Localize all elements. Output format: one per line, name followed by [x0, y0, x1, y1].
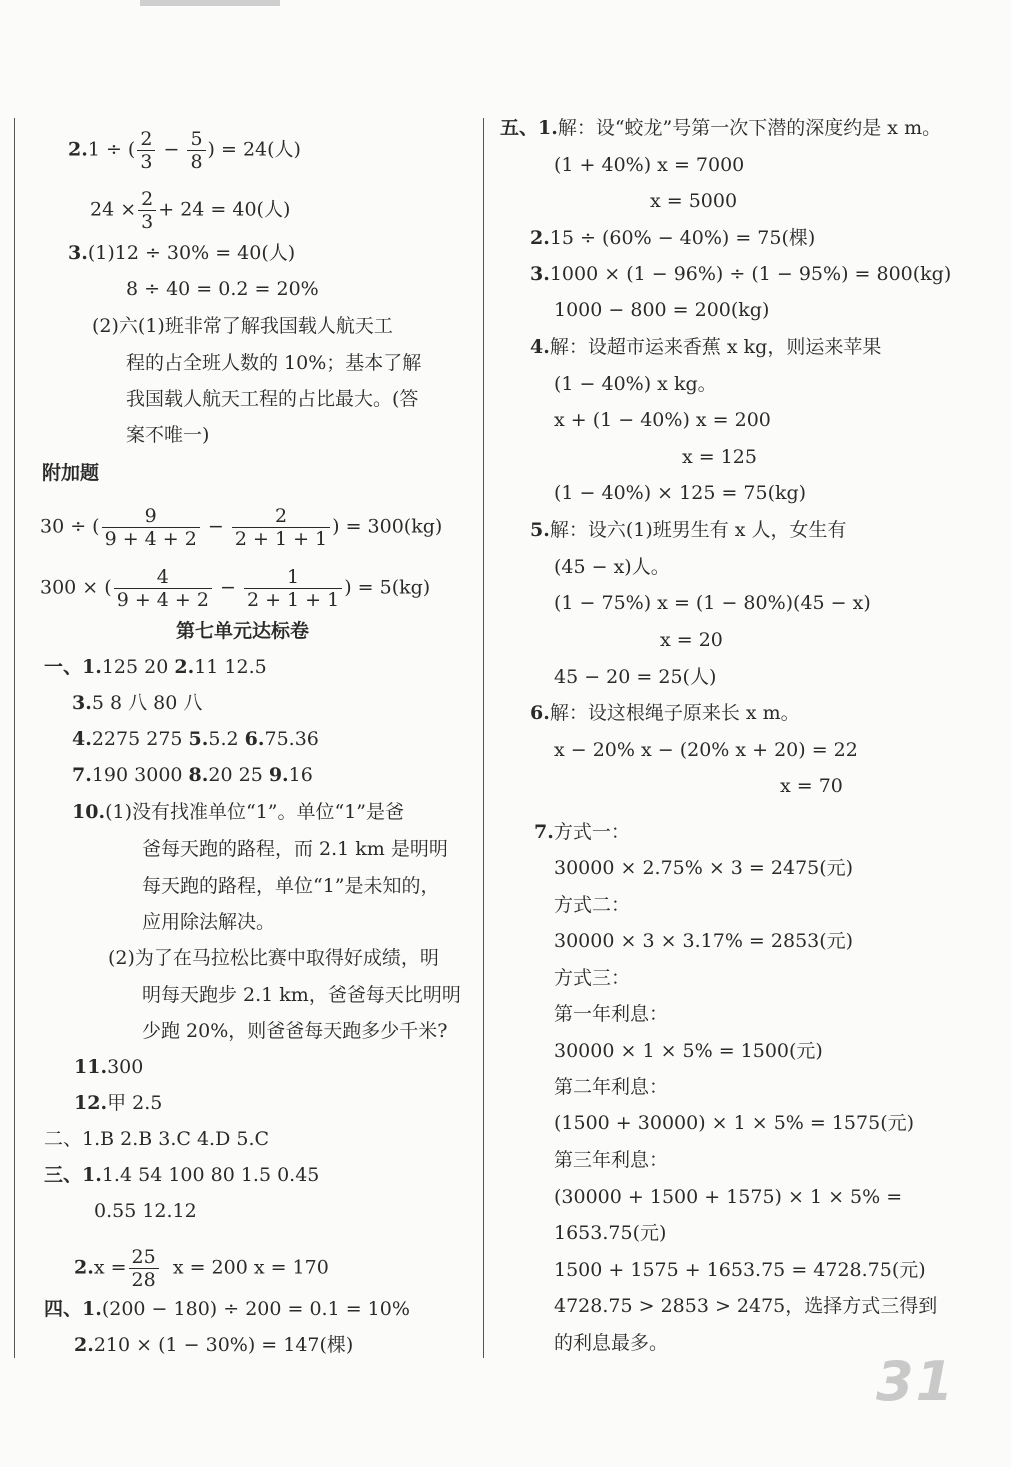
- answer-line: 12.甲 2.5: [74, 1092, 163, 1114]
- unit-title: 第七单元达标卷: [176, 620, 310, 642]
- answer-line: (1500 + 30000) × 1 × 5% = 1575(元): [554, 1112, 915, 1134]
- answer-line: 2.1 ÷ ( $\frac{2}{3}$ − $\frac{5}{8}$ ) = 24(人): [68, 128, 301, 173]
- column-divider: [483, 118, 484, 1358]
- answer-line: 7.方式一：: [534, 821, 630, 843]
- answer-line: 5.解：设六(1)班男生有 x 人，女生有: [530, 519, 847, 541]
- answer-line: x = 125: [682, 446, 757, 468]
- answer-line: 0.55 12.12: [94, 1200, 197, 1222]
- answer-line: 少跑 20%，则爸爸每天跑多少千米?: [142, 1020, 448, 1042]
- answer-line: x = 20: [660, 629, 723, 651]
- answer-line: 4.2275 275 5.5.2 6.75.36: [72, 728, 319, 750]
- fraction: $\frac{25}{28}$: [129, 1246, 159, 1291]
- answer-line: 三、1.1.4 54 100 80 1.5 0.45: [44, 1164, 320, 1186]
- answer-line: 第三年利息：: [554, 1149, 669, 1171]
- answer-line: 第二年利息：: [554, 1076, 669, 1098]
- answer-line: (1 − 75%) x = (1 − 80%)(45 − x): [554, 592, 871, 614]
- answer-line: 一、1.125 20 2.11 12.5: [44, 656, 267, 678]
- answer-line: 45 − 20 = 25(人): [554, 666, 717, 688]
- fraction: $\frac{1}{2 + 1 + 1}$: [244, 566, 342, 611]
- answer-line: 我国载人航天工程的占比最大。(答: [126, 388, 419, 410]
- answer-line: (30000 + 1500 + 1575) × 1 × 5% =: [554, 1186, 903, 1208]
- answer-line: 3.1000 × (1 − 96%) ÷ (1 − 95%) = 800(kg): [530, 263, 952, 285]
- answer-line: x − 20% x − (20% x + 20) = 22: [554, 739, 858, 761]
- answer-line: 四、1.(200 − 180) ÷ 200 = 0.1 = 10%: [44, 1298, 410, 1320]
- fraction: $\frac{5}{8}$: [187, 128, 205, 173]
- answer-line: 10.(1)没有找准单位“1”。单位“1”是爸: [72, 801, 405, 823]
- answer-line: 30000 × 2.75% × 3 = 2475(元): [554, 857, 854, 879]
- answer-line: 每天跑的路程，单位“1”是未知的，: [142, 875, 440, 897]
- answer-line: x + (1 − 40%) x = 200: [554, 409, 771, 431]
- answer-line: 30000 × 3 × 3.17% = 2853(元): [554, 930, 854, 952]
- fraction: $\frac{2}{2 + 1 + 1}$: [232, 505, 330, 550]
- answer-line: (1 − 40%) × 125 = 75(kg): [554, 482, 807, 504]
- answer-line: 7.190 3000 8.20 25 9.16: [72, 764, 313, 786]
- answer-line: x = 5000: [650, 190, 738, 212]
- fraction: $\frac{2}{3}$: [138, 188, 156, 233]
- answer-line: 3.(1)12 ÷ 30% = 40(人): [68, 242, 296, 264]
- answer-line: (1 − 40%) x kg。: [554, 373, 717, 395]
- answer-line: 1000 − 800 = 200(kg): [554, 299, 770, 321]
- answer-line: 2.15 ÷ (60% − 40%) = 75(棵): [530, 227, 816, 249]
- fraction: $\frac{9}{9 + 4 + 2}$: [102, 505, 200, 550]
- answer-line: 2.x = $\frac{25}{28}$ x = 200 x = 170: [74, 1246, 329, 1291]
- answer-line: 应用除法解决。: [142, 911, 276, 933]
- answer-line: 2.210 × (1 − 30%) = 147(棵): [74, 1334, 354, 1356]
- answer-line: (45 − x)人。: [554, 556, 670, 578]
- answer-line: 4728.75 > 2853 > 2475，选择方式三得到: [554, 1295, 938, 1317]
- answer-line: 8 ÷ 40 = 0.2 = 20%: [126, 278, 319, 300]
- answer-line: 二、1.B 2.B 3.C 4.D 5.C: [44, 1128, 270, 1150]
- answer-line: (2)为了在马拉松比赛中取得好成绩，明: [108, 947, 439, 969]
- answer-line: 6.解：设这根绳子原来长 x m。: [530, 702, 800, 724]
- left-margin-rule: [14, 118, 15, 1358]
- answer-line: 爸每天跑的路程，而 2.1 km 是明明: [142, 838, 448, 860]
- answer-line: 1653.75(元): [554, 1222, 667, 1244]
- fraction: $\frac{4}{9 + 4 + 2}$: [114, 566, 212, 611]
- answer-line: (2)六(1)班非常了解我国载人航天工: [92, 315, 393, 337]
- answer-line: 3.5 8 八 80 八: [72, 692, 203, 714]
- answer-line: 程的占全班人数的 10%；基本了解: [126, 352, 422, 374]
- answer-line: 第一年利息：: [554, 1003, 669, 1025]
- top-edge-mark: [140, 0, 280, 6]
- answer-line: 11.300: [74, 1056, 144, 1078]
- answer-line: 方式二：: [554, 894, 631, 916]
- answer-line: 30000 × 1 × 5% = 1500(元): [554, 1040, 823, 1062]
- answer-line: 30 ÷ ( $\frac{9}{9 + 4 + 2}$ − $\frac{2}{2 + 1 + 1}$ ) = 300(kg): [40, 505, 443, 550]
- page-number: 31: [876, 1350, 956, 1413]
- answer-line: 24 × $\frac{2}{3}$ + 24 = 40(人): [90, 188, 291, 233]
- section-heading: 附加题: [42, 462, 100, 484]
- answer-line: 明每天跑步 2.1 km，爸爸每天比明明: [142, 984, 461, 1006]
- answer-line: 的利息最多。: [554, 1332, 669, 1354]
- answer-line: 案不唯一): [126, 424, 210, 446]
- answer-line: 1500 + 1575 + 1653.75 = 4728.75(元): [554, 1259, 926, 1281]
- fraction: $\frac{2}{3}$: [137, 128, 155, 173]
- answer-line: 4.解：设超市运来香蕉 x kg，则运来苹果: [530, 336, 882, 358]
- answer-line: 方式三：: [554, 967, 631, 989]
- answer-line: 五、1.解：设“蛟龙”号第一次下潜的深度约是 x m。: [500, 117, 942, 139]
- answer-line: x = 70: [780, 775, 843, 797]
- answer-line: 300 × ( $\frac{4}{9 + 4 + 2}$ − $\frac{1}{2 + 1 + 1}$ ) = 5(kg): [40, 566, 431, 611]
- answer-line: (1 + 40%) x = 7000: [554, 154, 745, 176]
